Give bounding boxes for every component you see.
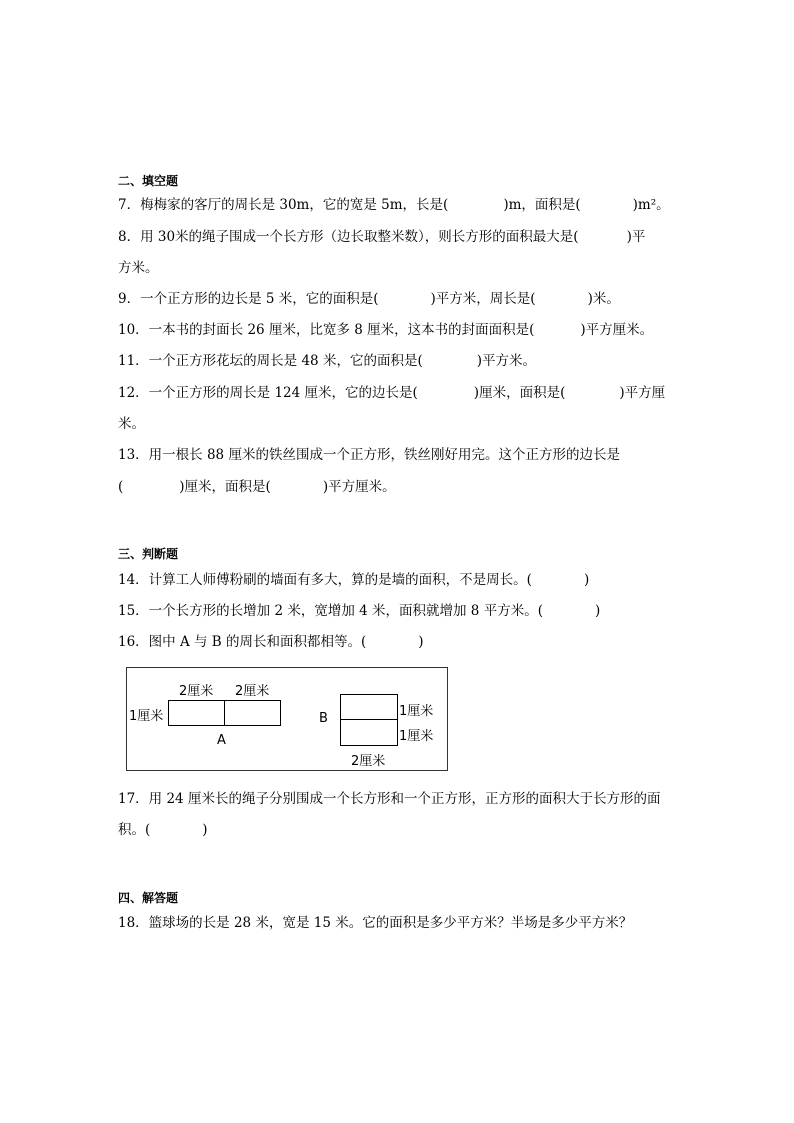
question-17: 17．用 24 厘米长的绳子分别围成一个长方形和一个正方形，正方形的面积大于长方形的面 <box>118 791 661 807</box>
question-11 <box>118 352 536 370</box>
shape-a-top-left-label: 2厘米 <box>179 684 214 699</box>
question-12-text-c: )平方厘 <box>619 385 666 401</box>
question-8-text-a: 8．用 30米的绳子围成一个长方形（边长取整米数），则长方形的面积最大是( <box>118 229 579 245</box>
question-12-text-a: 12．一个正方形的周长是 124 厘米，它的边长是( <box>118 385 418 401</box>
question-17-continued <box>118 821 208 839</box>
question-8-text-b: )平 <box>626 229 646 245</box>
section-heading-fill-blank: 二、填空题 <box>118 174 179 188</box>
question-8-continued: 方米。 <box>118 260 159 276</box>
question-12-continued: 米。 <box>118 416 145 432</box>
question-17-text-b: 积。( <box>118 822 151 838</box>
question-15 <box>118 602 600 620</box>
question-10-text-a: 10．一本书的封面长 26 厘米，比宽多 8 厘米，这本书的封面面积是( <box>118 322 535 338</box>
question-10 <box>118 321 653 339</box>
question-14-text-b: ) <box>583 572 590 588</box>
question-13-text-d: )平方厘米。 <box>322 479 396 495</box>
question-16-text-a: 16．图中 A 与 B 的周长和面积都相等。( <box>118 634 367 650</box>
question-17-text-c: ) <box>202 822 208 838</box>
question-18: 18．篮球场的长是 28 米，宽是 15 米。它的面积是多少平方米？半场是多少平方米？ <box>118 915 633 931</box>
question-9-text-c: )米。 <box>587 291 620 307</box>
question-15-text-b: ) <box>594 603 601 619</box>
question-7-text-c: )m²。 <box>632 197 670 213</box>
question-13-continued <box>118 478 396 496</box>
question-14-text-a: 14．计算工人师傅粉刷的墙面有多大，算的是墙的面积，不是周长。( <box>118 572 532 588</box>
question-13-text-b: ( <box>118 479 124 495</box>
shape-a-divider <box>224 700 225 726</box>
question-7 <box>118 196 670 214</box>
question-12-text-b: )厘米，面积是( <box>473 385 566 401</box>
question-13: 13．用一根长 88 厘米的铁丝围成一个正方形，铁丝刚好用完。这个正方形的边长是 <box>118 447 620 463</box>
question-15-text-a: 15．一个长方形的长增加 2 米，宽增加 4 米，面积就增加 8 平方米。( <box>118 603 543 619</box>
shape-b-rectangle <box>340 694 398 746</box>
question-9 <box>118 290 620 308</box>
shape-a-name: A <box>217 733 226 748</box>
question-14 <box>118 571 589 589</box>
question-7-text-a: 7．梅梅家的客厅的周长是 30m，它的宽是 5m，长是( <box>118 197 449 213</box>
shape-b-bottom-label: 2厘米 <box>351 754 386 769</box>
shape-b-side-bottom-label: 1厘米 <box>399 729 434 744</box>
question-13-text-c: )厘米，面积是( <box>179 479 271 495</box>
shapes-figure <box>126 667 448 771</box>
question-8 <box>118 228 645 246</box>
question-16 <box>118 633 424 651</box>
question-9-text-b: )平方米，周长是( <box>430 291 536 307</box>
question-10-text-b: )平方厘米。 <box>580 322 654 338</box>
shape-b-name: B <box>319 711 328 726</box>
question-9-text-a: 9．一个正方形的边长是 5 米，它的面积是( <box>118 291 379 307</box>
question-7-text-b: )m，面积是( <box>503 197 581 213</box>
question-12 <box>118 384 665 402</box>
question-11-text-a: 11．一个正方形花坛的周长是 48 米，它的面积是( <box>118 353 423 369</box>
section-heading-true-false: 三、判断题 <box>118 547 179 561</box>
shape-b-divider <box>340 719 398 720</box>
shape-a-side-label: 1厘米 <box>129 709 164 724</box>
section-heading-answer: 四、解答题 <box>118 891 179 905</box>
shape-a-top-right-label: 2厘米 <box>235 684 270 699</box>
question-11-text-b: )平方米。 <box>476 353 536 369</box>
question-16-text-b: ) <box>418 634 424 650</box>
shape-b-side-top-label: 1厘米 <box>399 704 434 719</box>
